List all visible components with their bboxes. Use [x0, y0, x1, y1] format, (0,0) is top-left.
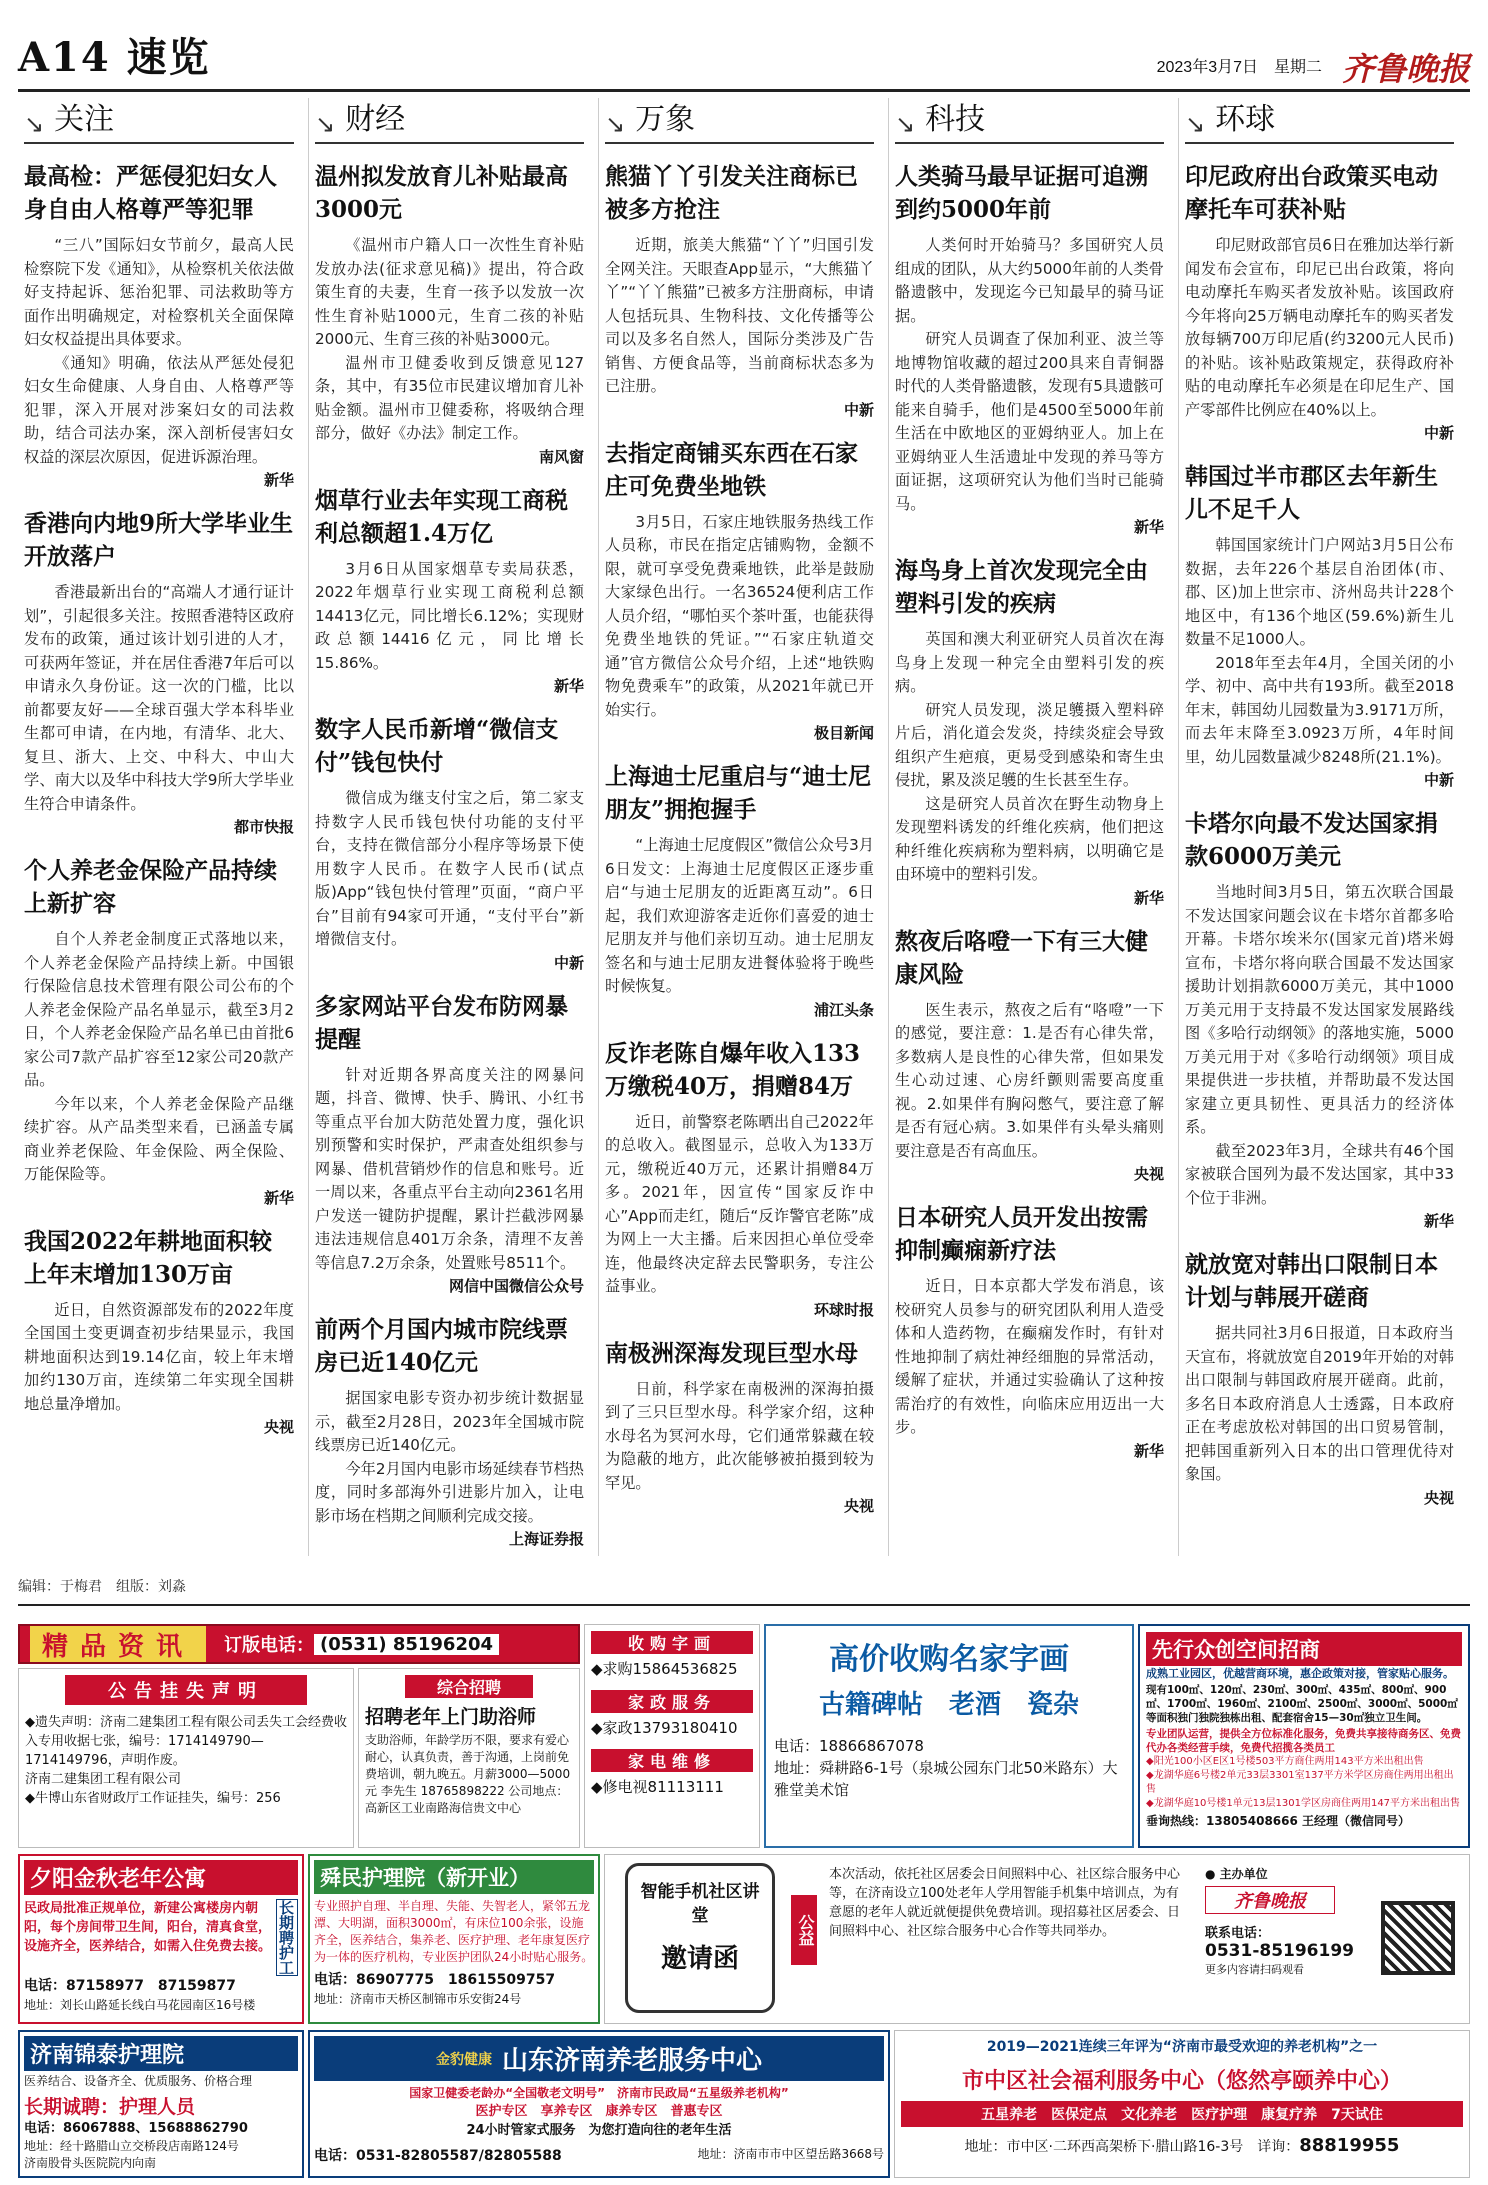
shunmin-addr: 地址：济南市天桥区制锦市乐安街24号	[314, 1992, 522, 2006]
article-paragraph: “三八”国际妇女节前夕，最高人民检察院下发《通知》，从检察机关依法做好支持起诉、惩治犯罪、司法救助等方面作出明确规定，对检察机关全面保障妇女权益提出具体要求。	[24, 236, 294, 348]
ad-zhaopin	[358, 1668, 580, 1848]
article-title: 上海迪士尼重启与“迪士尼朋友”拥抱握手	[605, 763, 872, 823]
xianxing-title: 先行众创空间招商	[1146, 1632, 1462, 1666]
jiadian-tag: 家电维修	[591, 1749, 753, 1772]
xianxing-bullet-3: ◆龙湖华庭10号楼1单元13层1301学区房商住两用147平方米出租出售	[1146, 1798, 1461, 1809]
article-paragraph: 医生表示，熬夜之后有“咯噔”一下的感觉，要注意：1.是否有心律失常，多数病人是良性的心律失常，但如果发生心动过速、心房纤颤则需要高度重视。2.如果伴有胸闷憋气，要注意了解是否有冠心病。3.如果伴有头晕头痛则要注意是否有高血压。	[895, 1000, 1164, 1160]
xianxing-tagline: 成熟工业园区，优越营商环境，惠企政策对接，管家贴心服务。	[1146, 1667, 1454, 1680]
jingpin-phone: (0531) 85196204	[314, 1634, 499, 1655]
article-title: 温州拟发放育儿补贴最高3000元	[315, 163, 568, 223]
article-source: 新华	[1133, 888, 1164, 907]
column-header	[1185, 98, 1454, 144]
article-paragraph: 2018年至去年4月，全国关闭的小学、初中、高中共有193所。截至2018年末，韩国幼儿园数量为3.9171万所，而去年末降至3.0923万所，4年时间里，幼儿园数量减少8248所(21.1%)。	[1185, 653, 1454, 766]
arrow-icon: ↘	[315, 110, 336, 138]
gonggao-line-1: ◆遗失声明：济南二建集团工程有限公司丢失工会经费收入专用收据七张，编号：1714149790—1714149796，声明作废。	[25, 1715, 347, 1768]
column-name: 科技	[925, 102, 986, 137]
article-paragraph: 今年以来，个人养老金保险产品继续扩容。从产品类型来看，已涵盖专属商业养老保险、年金保险、两全保险、万能保险等。	[24, 1094, 294, 1183]
ad-small-services	[584, 1624, 760, 1848]
article-source: 新华	[263, 1188, 294, 1207]
ad-shunmin	[308, 1854, 600, 2024]
article-source: 环球时报	[813, 1300, 874, 1319]
editor-credit: 编辑：于梅君 组版：刘淼	[18, 1578, 186, 1594]
zhineng-title: 智能手机社区讲堂	[640, 1882, 760, 1926]
zhineng-scan: 更多内容请扫码观看	[1205, 1963, 1304, 1976]
ad-shizhong	[894, 2030, 1470, 2178]
gonggao-title: 公告挂失声明	[65, 1675, 307, 1705]
article-paragraph: 韩国国家统计门户网站3月5日公布数据，去年226个基层自治团体(市、郡、区)加上世宗市、济州岛共计228个地区中，有136个地区(59.6%)新生儿数量不足1000人。	[1185, 536, 1454, 648]
zihua-addr: 地址：舜耕路6-1号（泉城公园东门北50米路东）大雅堂美术馆	[774, 1759, 1118, 1799]
news-columns	[18, 98, 1470, 1556]
article-title: 韩国过半市郡区去年新生儿不足千人	[1185, 463, 1438, 523]
jingpin-title: 精品资讯	[30, 1626, 206, 1663]
shunmin-title: 舜民护理院（新开业）	[314, 1860, 594, 1894]
article-title: 香港向内地9所大学毕业生开放落户	[24, 510, 294, 570]
shandong-award: 国家卫健委老龄办“全国敬老文明号” 济南市民政局“五星级养老机构”	[409, 2086, 789, 2100]
article-title: 最高检：严惩侵犯妇女人身自由人格尊严等犯罪	[24, 163, 277, 223]
xianxing-service: 专业团队运营，提供全方位标准化服务，免费共享接待商务区、免费代办各类经营手续，免费代招揽各类员工	[1146, 1728, 1461, 1754]
article-paragraph: 日前，科学家在南极洲的深海拍摄到了三只巨型水母。科学家介绍，这种水母名为冥河水母，它们通常躲藏在较为隐蔽的地方，此次能够被拍摄到较为罕见。	[605, 1379, 874, 1492]
article-paragraph: 香港最新出台的“高端人才通行证计划”，引起很多关注。按照香港特区政府发布的政策，通过该计划引进的人才，可获两年签证，并在居住香港7年后可以申请永久身份证。这一次的门槛，比以前都要友好——全球百强大学本科毕业生都可申请，在内地，有清华、北大、复旦、浙大、上交、中科大、中山大学、南大以及华中科技大学9所大学毕业生符合申请条件。	[24, 583, 294, 813]
article-title: 个人养老金保险产品持续上新扩容	[24, 857, 277, 917]
article-paragraph: 人类何时开始骑马？多国研究人员组成的团队，从大约5000年前的人类骨骼遗骸中，发现迄今已知最早的骑马证据。	[895, 236, 1164, 325]
ads-section	[18, 1604, 1470, 2176]
column-header	[24, 98, 294, 144]
article-paragraph: 研究人员发现，淡足鹱摄入塑料碎片后，消化道会发炎，持续炎症会导致组织产生疤痕，更易受到感染和寄生虫侵扰，累及淡足鹱的生长甚至生存。	[895, 700, 1164, 789]
jintai-addr2: 济南股骨头医院院内向南	[24, 2156, 157, 2170]
page-date: 2023年3月7日 星期二	[1156, 59, 1322, 76]
zhineng-sub: 邀请函	[660, 1944, 739, 1974]
column-name: 万象	[635, 102, 696, 137]
article-source: 央视	[1133, 1165, 1164, 1183]
article-paragraph: 自个人养老金制度正式落地以来，个人养老金保险产品持续上新。中国银行保险信息技术管理有限公司公布的个人养老金保险产品名单显示，截至3月2日，个人养老金保险产品名单已由首批6家公司7款产品扩容至12家公司20款产品。	[24, 930, 294, 1089]
zhineng-contact: 0531-85196199	[1205, 1941, 1354, 1961]
article-paragraph: 3月5日，石家庄地铁服务热线工作人员称，市民在指定店铺购物，金额不限，就可享受免费乘地铁，此举是鼓励大家绿色出行。一名36524便利店工作人员介绍，“哪怕买个茶叶蛋，也能获得免费坐地铁的凭证。”“石家庄轨道交通”官方微信公众号介绍，上述“地铁购物免费乘车”的政策，从2021年就已开始实行。	[605, 512, 874, 719]
article-source: 南风窗	[538, 447, 584, 466]
article-source: 央视	[263, 1418, 294, 1436]
column-name: 财经	[345, 102, 406, 137]
xianxing-rooms: 现有100㎡、120㎡、230㎡、300㎡、435㎡、800㎡、900㎡、1700㎡、1960㎡、2100㎡、2500㎡、3000㎡、5000㎡等面积独门独院独栋出租、配套宿舍15—30㎡独立卫生间。	[1146, 1684, 1458, 1724]
article-source: 新华	[553, 677, 584, 695]
xianxing-bullet-2: ◆龙湖华庭6号楼2单元33层3301室137平方米学区房商住两用出租出售	[1146, 1770, 1454, 1795]
jiazheng-line: ◆家政13793180410	[591, 1719, 738, 1737]
article-paragraph: 英国和澳大利亚研究人员首次在海鸟身上发现一种完全由塑料引发的疾病。	[895, 630, 1164, 695]
column-name: 关注	[54, 102, 115, 137]
column-0	[18, 98, 300, 1556]
shunmin-body: 专业照护自理、半自理、失能、失智老人，紧邻五龙潭、大明湖，面积3000㎡，有床位100余张，设施齐全，医养结合，集养老、医疗护理、老年康复医疗为一体的医疗机构，专业医护团队24小时贴心服务。	[314, 1899, 594, 1964]
article-source: 央视	[843, 1497, 874, 1515]
jintai-tel: 电话：86067888、15688862790	[24, 2121, 248, 2136]
column-header	[605, 98, 874, 144]
arrow-icon: ↘	[1185, 110, 1206, 138]
article-title: 南极洲深海发现巨型水母	[605, 1339, 858, 1367]
page-header	[18, 10, 1470, 92]
jingpin-phone-label: 订版电话：	[224, 1635, 315, 1656]
xiyang-addr: 地址：刘长山路延长线白马花园南区16号楼	[24, 1998, 256, 2012]
article-paragraph: 近日，前警察老陈晒出自己2022年的总收入。截图显示，总收入为133万元，缴税近40万元，还累计捐赠84万多。2021年，因宣传“国家反诈中心”App而走红，随后“反诈警官老陈”成为网上一大主播。后来因担心单位受牵连，他最终决定辞去民警职务，专注公益事业。	[605, 1112, 874, 1295]
article-paragraph: 这是研究人员首次在野生动物身上发现塑料诱发的纤维化疾病，他们把这种纤维化疾病称为塑料病，以明确它是由环境中的塑料引发。	[895, 794, 1164, 883]
xiyang-tel: 电话：87158977 87159877	[24, 1978, 236, 1994]
article-paragraph: 近日，自然资源部发布的2022年度全国国土变更调查初步结果显示，我国耕地面积达到19.14亿亩，较上年末增加约130万亩，连续第二年实现全国耕地总量净增加。	[24, 1300, 294, 1413]
zhaopin-body: 支助浴师，年龄学历不限，要求有爱心耐心，认真负责，善于沟通，上岗前免费培训，朝九晚五。月薪3000—5000元 李先生 18765898222 公司地点：高新区工业南路海信贵文中心	[365, 1733, 571, 1815]
article-title: 反诈老陈自爆年收入133万缴税40万，捐赠84万	[605, 1039, 861, 1100]
ad-xianxing	[1138, 1624, 1470, 1848]
shandong-slogan: 24小时管家式服务 为您打造向往的老年生活	[466, 2123, 732, 2138]
arrow-icon: ↘	[24, 110, 45, 138]
ad-jintai	[18, 2030, 304, 2178]
article-source: 中新	[553, 953, 584, 972]
xianxing-bullet-1: ◆阳光100小区E区1号楼503平方商住两用143平方米出租出售	[1146, 1756, 1424, 1767]
zhineng-organizer-box	[1205, 1865, 1455, 2015]
column-3	[888, 98, 1170, 1556]
xiyang-side: 长期聘护工	[276, 1899, 298, 1976]
article-paragraph: 3月6日从国家烟草专卖局获悉，2022年烟草行业实现工商税利总额14413亿元，同比增长6.12%；实现财政总额14416亿元，同比增长15.86%。	[315, 559, 584, 672]
article-title: 前两个月国内城市院线票房已近140亿元	[315, 1316, 568, 1376]
xiyang-title: 夕阳金秋老年公寓	[24, 1860, 298, 1895]
shizhong-title: 市中区社会福利服务中心（悠然亭颐养中心）	[961, 2068, 1402, 2094]
article-title: 海鸟身上首次发现完全由塑料引发的疾病	[895, 557, 1148, 617]
article-source: 新华	[263, 471, 294, 489]
ad-zihua	[764, 1624, 1134, 1848]
zihua-tel: 电话：18866867078	[774, 1737, 924, 1755]
shandong-title: 山东济南养老服务中心	[501, 2046, 762, 2076]
article-title: 我国2022年耕地面积较上年末增加130万亩	[24, 1227, 273, 1288]
article-title: 多家网站平台发布防网暴提醒	[315, 992, 568, 1053]
shizhong-award: 2019—2021连续三年评为“济南市最受欢迎的养老机构”之一	[986, 2039, 1378, 2055]
article-title: 烟草行业去年实现工商税利总额超1.4万亿	[315, 486, 568, 547]
article-paragraph: 近期，旅美大熊猫“丫丫”归国引发全网关注。天眼查App显示，“大熊猫丫丫”“丫丫熊猫”已被多方注册商标，申请人包括玩具、生物科技、文化传播等公司以及多名自然人，国际分类涉及广告销售、方便食品等，当前商标状态多为已注册。	[605, 236, 874, 395]
article-source: 新华	[1133, 518, 1164, 536]
article-source: 新华	[1133, 1441, 1164, 1460]
article-title: 人类骑马最早证据可追溯到约5000年前	[895, 163, 1148, 223]
article-paragraph: 近日，日本京都大学发布消息，该校研究人员参与的研究团队利用人造受体和人造药物，在癫痫发作时，有针对性地抑制了病灶神经细胞的异常活动，缓解了症状，并通过实验确认了这种按需治疗的有效性，向临床应用迈出一大步。	[895, 1277, 1164, 1436]
article-title: 熬夜后咯噔一下有三大健康风险	[895, 927, 1148, 988]
shougou-tag: 收购字画	[591, 1631, 753, 1654]
zhaopin-title: 招聘老年上门助浴师	[365, 1706, 537, 1728]
article-source: 都市快报	[233, 818, 294, 836]
shizhong-tags: 五星养老 医保定点 文化养老 医疗护理 康复疗养 7天试住	[901, 2101, 1463, 2127]
article-source: 中新	[1423, 771, 1454, 789]
column-name: 环球	[1215, 102, 1276, 137]
xiyang-body: 民政局批准正规单位，新建公寓楼房内朝阳，每个房间带卫生间，阳台，清真食堂，设施齐全，医养结合，如需入住免费去接。	[24, 1901, 272, 1954]
jintai-addr: 地址：经十路腊山立交桥段店南路124号	[24, 2139, 239, 2153]
article-source: 中新	[1423, 424, 1454, 442]
shizhong-addr: 地址：市中区·二环西高架桥下·腊山路16-3号 详询：	[964, 2139, 1300, 2155]
zhaopin-tag: 综合招聘	[405, 1675, 533, 1698]
article-paragraph: 据国家电影专资办初步统计数据显示，截至2月28日，2023年全国城市院线票房已近140亿元。	[315, 1389, 584, 1454]
article-paragraph: 研究人员调查了保加利亚、波兰等地博物馆收藏的超过200具来自青铜器时代的人类骨骼遗骸，发现有5具遗骸可能来自骑手，他们是4500至5000年前生活在中欧地区的亚姆纳亚人。加上在亚姆纳亚人生活遗址中发现的养马等方面证据，这项研究认为他们当时已能骑马。	[895, 330, 1164, 513]
shandong-addr: 地址：济南市市中区望岳路3668号	[697, 2147, 884, 2161]
article-paragraph: 当地时间3月5日，第五次联合国最不发达国家问题会议在卡塔尔首都多哈开幕。卡塔尔埃米尔(国家元首)塔米姆宣布，卡塔尔将向联合国最不发达国家援助计划捐款6000万美元，其中1000万美元用于支持最不发达国家发展路线图《多哈行动纲领》的落地实施，5000万美元用于对《多哈行动纲领》项目成果提供进一步扶植，并帮助最不发达国家建立更具韧性、更具活力的经济体系。	[1185, 883, 1454, 1136]
ad-jingpin	[18, 1624, 580, 1664]
qr-code-icon	[1381, 1901, 1455, 1975]
shougou-line: ◆求购15864536825	[591, 1660, 738, 1678]
arrow-icon: ↘	[605, 110, 626, 138]
article-paragraph: 微信成为继支付宝之后，第二家支持数字人民币钱包快付功能的支付平台，支持在微信部分小程序等场景下使用数字人民币。在数字人民币(试点版)App“钱包快付管理”页面，“商户平台”目前有94家可开通，“支付平台”新增微信支付。	[315, 789, 584, 948]
article-paragraph: 印尼财政部官员6日在雅加达举行新闻发布会宣布，印尼已出台政策，将向电动摩托车购买者发放补贴。该国政府今年将向25万辆电动摩托车的购买者发放每辆700万印尼盾(约3200元人民币)的补贴。该补贴政策规定，获得政府补贴的电动摩托车必须是在印尼生产、国产零部件比例应在40%以上。	[1185, 236, 1454, 419]
article-title: 卡塔尔向最不发达国家捐款6000万美元	[1185, 810, 1438, 870]
article-paragraph: 针对近期各界高度关注的网暴问题，抖音、微博、快手、腾讯、小红书等重点平台加大防范处置力度，强化识别预警和实时保护，严肃查处组织参与网暴、借机营销炒作的信息和账号。近一周以来，各重点平台主动向2361名用户发送一键防护提醒，累计拦截涉网暴违法违规信息401万余条，清理不友善等信息7.2万余条，处置账号8511个。	[315, 1065, 584, 1272]
gonggao-line-2: 济南二建集团工程有限公司	[25, 1772, 182, 1787]
article-source: 网信中国微信公众号	[448, 1277, 584, 1295]
article-paragraph: 今年2月国内电影市场延续春节档热度，同时多部海外引进影片加入，让电影市场在档期之间顺利完成交接。	[315, 1459, 584, 1525]
shandong-tags: 医护专区 享养专区 康养专区 普惠专区	[475, 2104, 723, 2119]
article-paragraph: 据共同社3月6日报道，日本政府当天宣布，将就放宽自2019年开始的对韩出口限制与韩国政府展开磋商。此前，多名日本政府消息人士透露，日本政府正在考虑放松对韩国的出口贸易管制，把韩国重新列入日本的出口管理优待对象国。	[1185, 1324, 1454, 1483]
ad-shandong	[308, 2030, 890, 2178]
jintai-sub: 医养结合、设备齐全、优质服务、价格合理	[24, 2074, 253, 2088]
column-2	[598, 98, 880, 1556]
page-number: A14 速览	[18, 34, 211, 81]
jintai-hire: 长期诚聘：护理人员	[24, 2096, 196, 2118]
article-source: 上海证券报	[508, 1530, 584, 1548]
shizhong-tel: 88819955	[1299, 2135, 1400, 2156]
zhineng-logo: 齐鲁晚报	[1205, 1886, 1335, 1914]
zhineng-body: 本次活动，依托社区居委会日间照料中心、社区综合服务中心等，在济南设立100处老年人学用智能手机集中培训点，为有意愿的老年人就近就便提供免费培训。现招募社区居委会、日间照料中心、社区综合服务中心合作等共同举办。	[829, 1867, 1181, 1939]
gonggao-line-3: ◆牛博山东省财政厅工作证挂失，编号：256	[25, 1791, 281, 1806]
article-title: 印尼政府出台政策买电动摩托车可获补贴	[1185, 163, 1438, 223]
zhineng-organizer: ● 主办单位	[1205, 1867, 1268, 1881]
article-title: 去指定商铺买东西在石家庄可免费坐地铁	[605, 439, 858, 500]
jintai-title: 济南锦泰护理院	[24, 2036, 298, 2071]
newspaper-logo: 齐鲁晚报	[1341, 50, 1470, 88]
article-source: 新华	[1423, 1212, 1454, 1230]
jiazheng-tag: 家政服务	[591, 1690, 753, 1713]
jiadian-line: ◆修电视81113111	[591, 1778, 724, 1796]
article-paragraph: 《通知》明确，依法从严惩处侵犯妇女生命健康、人身自由、人格尊严等犯罪，深入开展对涉案妇女的司法救助，结合司法办案，深入剖析侵害妇女权益的深层次原因，促进诉源治理。	[24, 353, 294, 466]
article-paragraph: 温州市卫健委收到反馈意见127条，其中，有35位市民建议增加育儿补贴金额。温州市卫健委称，将吸纳合理部分，做好《办法》制定工作。	[315, 353, 584, 442]
shandong-tel: 电话：0531-82805587/82805588	[314, 2148, 562, 2164]
column-1	[308, 98, 590, 1556]
article-paragraph: “上海迪士尼度假区”微信公众号3月6日发文：上海迪士尼度假区正逐步重启“与迪士尼朋友的近距离互动”。6日起，我们欢迎游客走近你们喜爱的迪士尼朋友并与他们亲切互动。迪士尼朋友签名和与迪士尼朋友进餐体验将于晚些时候恢复。	[605, 836, 874, 995]
ad-gonggao	[18, 1668, 354, 1848]
phone-illustration	[625, 1863, 775, 2013]
zihua-title-2: 古籍碑帖 老酒 瓷杂	[818, 1690, 1079, 1720]
shunmin-tel: 电话：86907775 18615509757	[314, 1972, 556, 1988]
article-title: 日本研究人员开发出按需抑制癫痫新疗法	[895, 1204, 1148, 1264]
column-4	[1178, 98, 1460, 1556]
column-header	[315, 98, 584, 144]
article-title: 数字人民币新增“微信支付”钱包快付	[315, 716, 559, 776]
article-title: 熊猫丫丫引发关注商标已被多方抢注	[605, 163, 858, 223]
ad-zhineng	[604, 1854, 1470, 2024]
article-paragraph: 《温州市户籍人口一次性生育补贴发放办法(征求意见稿)》提出，符合政策生育的夫妻，生育一孩予以发放一次性生育补贴1000元，生育二孩的补贴2000元、生育三孩的补贴3000元。	[315, 236, 584, 348]
article-source: 极目新闻	[813, 724, 874, 742]
article-source: 中新	[843, 400, 874, 419]
article-source: 浦江头条	[813, 1000, 874, 1019]
zihua-title-1: 高价收购名家字画	[829, 1642, 1069, 1677]
article-paragraph: 截至2023年3月，全球共有46个国家被联合国列为最不发达国家，其中33个位于非洲。	[1185, 1141, 1454, 1207]
arrow-icon: ↘	[895, 110, 916, 138]
column-header	[895, 98, 1164, 144]
ad-xiyang	[18, 1854, 304, 2024]
shandong-brand: 金豹健康	[435, 2051, 492, 2068]
xianxing-phone: 垂询热线：13805408666 王经理（微信同号）	[1146, 1814, 1411, 1828]
zhineng-tag: 公益	[791, 1895, 817, 1965]
article-source: 央视	[1423, 1488, 1454, 1507]
zhineng-contact-label: 联系电话：	[1205, 1926, 1271, 1941]
article-title: 就放宽对韩出口限制日本计划与韩展开磋商	[1185, 1251, 1438, 1311]
